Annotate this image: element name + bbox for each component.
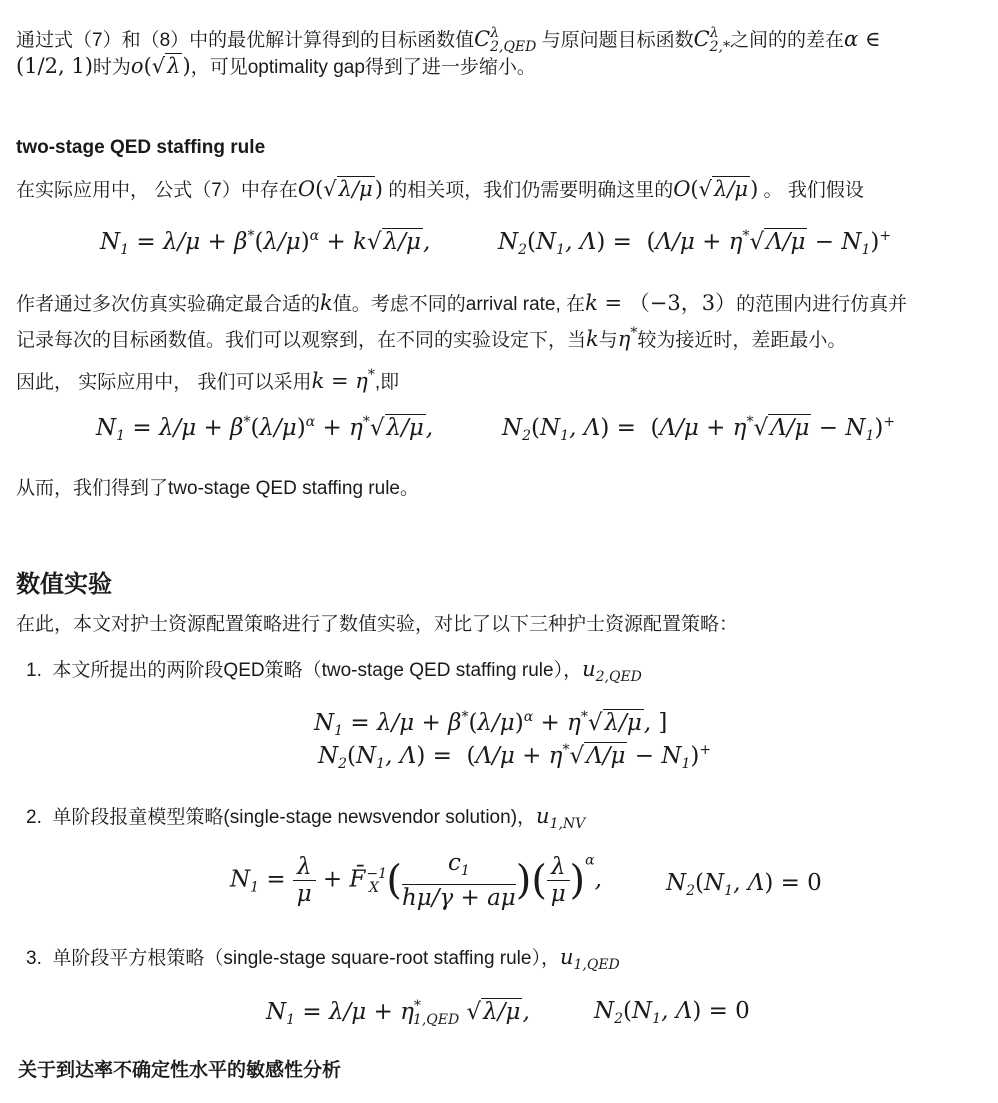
math-u1nv: $u_{1,NV}$ <box>536 804 586 832</box>
list-item-text: 单阶段报童模型策略(single-stage newsvendor solution)， <box>52 807 537 828</box>
p1-text-c: 。 我们假设 <box>758 180 864 201</box>
list-item-text: 单阶段平方根策略（single-stage square-root staffing rule）， <box>52 948 560 969</box>
p2-text-a: 作者通过多次仿真实验确定最合适的 <box>16 294 321 315</box>
p1-text-b: 的相关项，我们仍需要明确这里的 <box>382 180 674 201</box>
equation-item2-n1: $N_1$ = $\frac{\lambda}{\mu}$ + F̄$^{-1}_X$ ( $\frac{c_1}{h\mu/\gamma + a\mu}$ )( $\frac{\lambda}{\mu}$ )$^\alpha$, <box>230 850 602 911</box>
two-stage-para-2-line-2 <box>16 318 982 356</box>
math-c2qed: $C^\lambda_{2,QED}$ <box>474 25 537 55</box>
equation-n2-k: $N_2(N_1$, $\Lambda) = (\Lambda/\mu + \eta^*√\Lambda/\mu - N_1)^+$ <box>498 228 892 258</box>
equation-item1-n1: $N_1 = \lambda/\mu + \beta^*(\lambda/\mu)^\alpha + \eta^*√\lambda/\mu$, ] <box>314 709 668 739</box>
math-k-2: k <box>586 327 599 351</box>
equation-n2-eta: $N_2(N_1$, $\Lambda) = (\Lambda/\mu + \eta^*√\Lambda/\mu - N_1)^+$ <box>502 414 896 444</box>
math-alpha-in: α ∈ <box>844 27 881 51</box>
equation-item1-n2: $N_2(N_1$, $\Lambda) = (\Lambda/\mu + \eta^*√\Lambda/\mu - N_1)^+$ <box>318 742 712 772</box>
list-item-number: 1. <box>26 660 42 681</box>
equation-n1-k: $N_1 = \lambda/\mu + \beta^*(\lambda/\mu)^\alpha + k√\lambda/\mu$, <box>100 228 431 258</box>
two-stage-para-4: 从而，我们得到了two-stage QED staffing rule。 <box>16 478 419 499</box>
list-item <box>26 942 982 980</box>
intro-text-c: 之间的的差在 <box>729 30 844 51</box>
p1-text-a: 在实际应用中， 公式（7）中存在 <box>16 180 298 201</box>
intro-text-b: 与原问题目标函数 <box>541 30 694 51</box>
equation-item3-n2: $N_2(N_1$, Λ) = 0 <box>594 998 750 1027</box>
math-O-sqrt: O(√λ/μ) <box>297 177 383 201</box>
section-heading-numeric: 数值实验 <box>16 571 112 598</box>
list-item-number: 2. <box>26 807 42 828</box>
section-heading-two-stage: two-stage QED staffing rule <box>16 137 266 158</box>
two-stage-para-1 <box>16 174 982 206</box>
equation-n1-eta: $N_1 = \lambda/\mu + \beta^*(\lambda/\mu)^\alpha + \eta^*√\lambda/\mu$, <box>96 414 434 444</box>
two-stage-para-2-line-1 <box>16 288 982 320</box>
p2-text-e: 与 <box>598 330 618 351</box>
numeric-intro: 在此，本文对护士资源配置策略进行了数值实验，对比了以下三种护士资源配置策略： <box>16 614 739 635</box>
p3-text-b: ,即 <box>374 372 400 393</box>
intro-line-2 <box>16 51 982 83</box>
p3-text-a: 因此， 实际应用中， 我们可以采用 <box>16 372 312 393</box>
p2-text-f: 较为接近时，差距最小。 <box>637 330 847 351</box>
intro-text-a: 通过式（7）和（8）中的最优解计算得到的目标函数值 <box>16 30 475 51</box>
math-o-sqrt-lambda: o(√λ) <box>130 54 191 78</box>
equation-item3-n1: $N_1 = \lambda/\mu + \eta^*_{1,QED}$ √λ/μ, <box>266 998 530 1028</box>
list-item-number: 3. <box>26 948 42 969</box>
list-item <box>26 654 982 692</box>
p2-text-d: 记录每次的目标函数值。我们可以观察到，在不同的实验设定下，当 <box>16 330 587 351</box>
two-stage-para-3 <box>16 360 982 398</box>
math-eta-star: η* <box>617 325 638 351</box>
section-heading-sensitivity: 关于到达率不确定性水平的敏感性分析 <box>18 1060 342 1081</box>
p2-text-c: 的范围内进行仿真并 <box>736 294 908 315</box>
list-item <box>26 801 982 839</box>
math-k-eq-eta: k = η* <box>311 367 375 393</box>
math-u2qed: $u_{2,QED}$ <box>582 657 642 685</box>
math-O-sqrt-2: O(√λ/μ) <box>673 177 759 201</box>
math-k-range: k = （−3，3） <box>585 291 737 315</box>
p2-text-b: 值。考虑不同的arrival rate, 在 <box>332 294 586 315</box>
math-u1qed: $u_{1,QED}$ <box>559 945 620 973</box>
equation-item2-n2: $N_2(N_1$, Λ) = 0 <box>666 870 822 899</box>
intro-text-d: 时为 <box>92 57 131 78</box>
intro-text-e: ，可见optimality gap得到了进一步缩小。 <box>190 57 536 78</box>
list-item-text: 本文所提出的两阶段QED策略（two-stage QED staffing rule）， <box>52 660 583 681</box>
math-k: k <box>320 291 333 315</box>
math-c2star: $C^\lambda_{2,*}$ <box>693 25 730 55</box>
math-interval: (1/2, 1) <box>16 54 93 78</box>
